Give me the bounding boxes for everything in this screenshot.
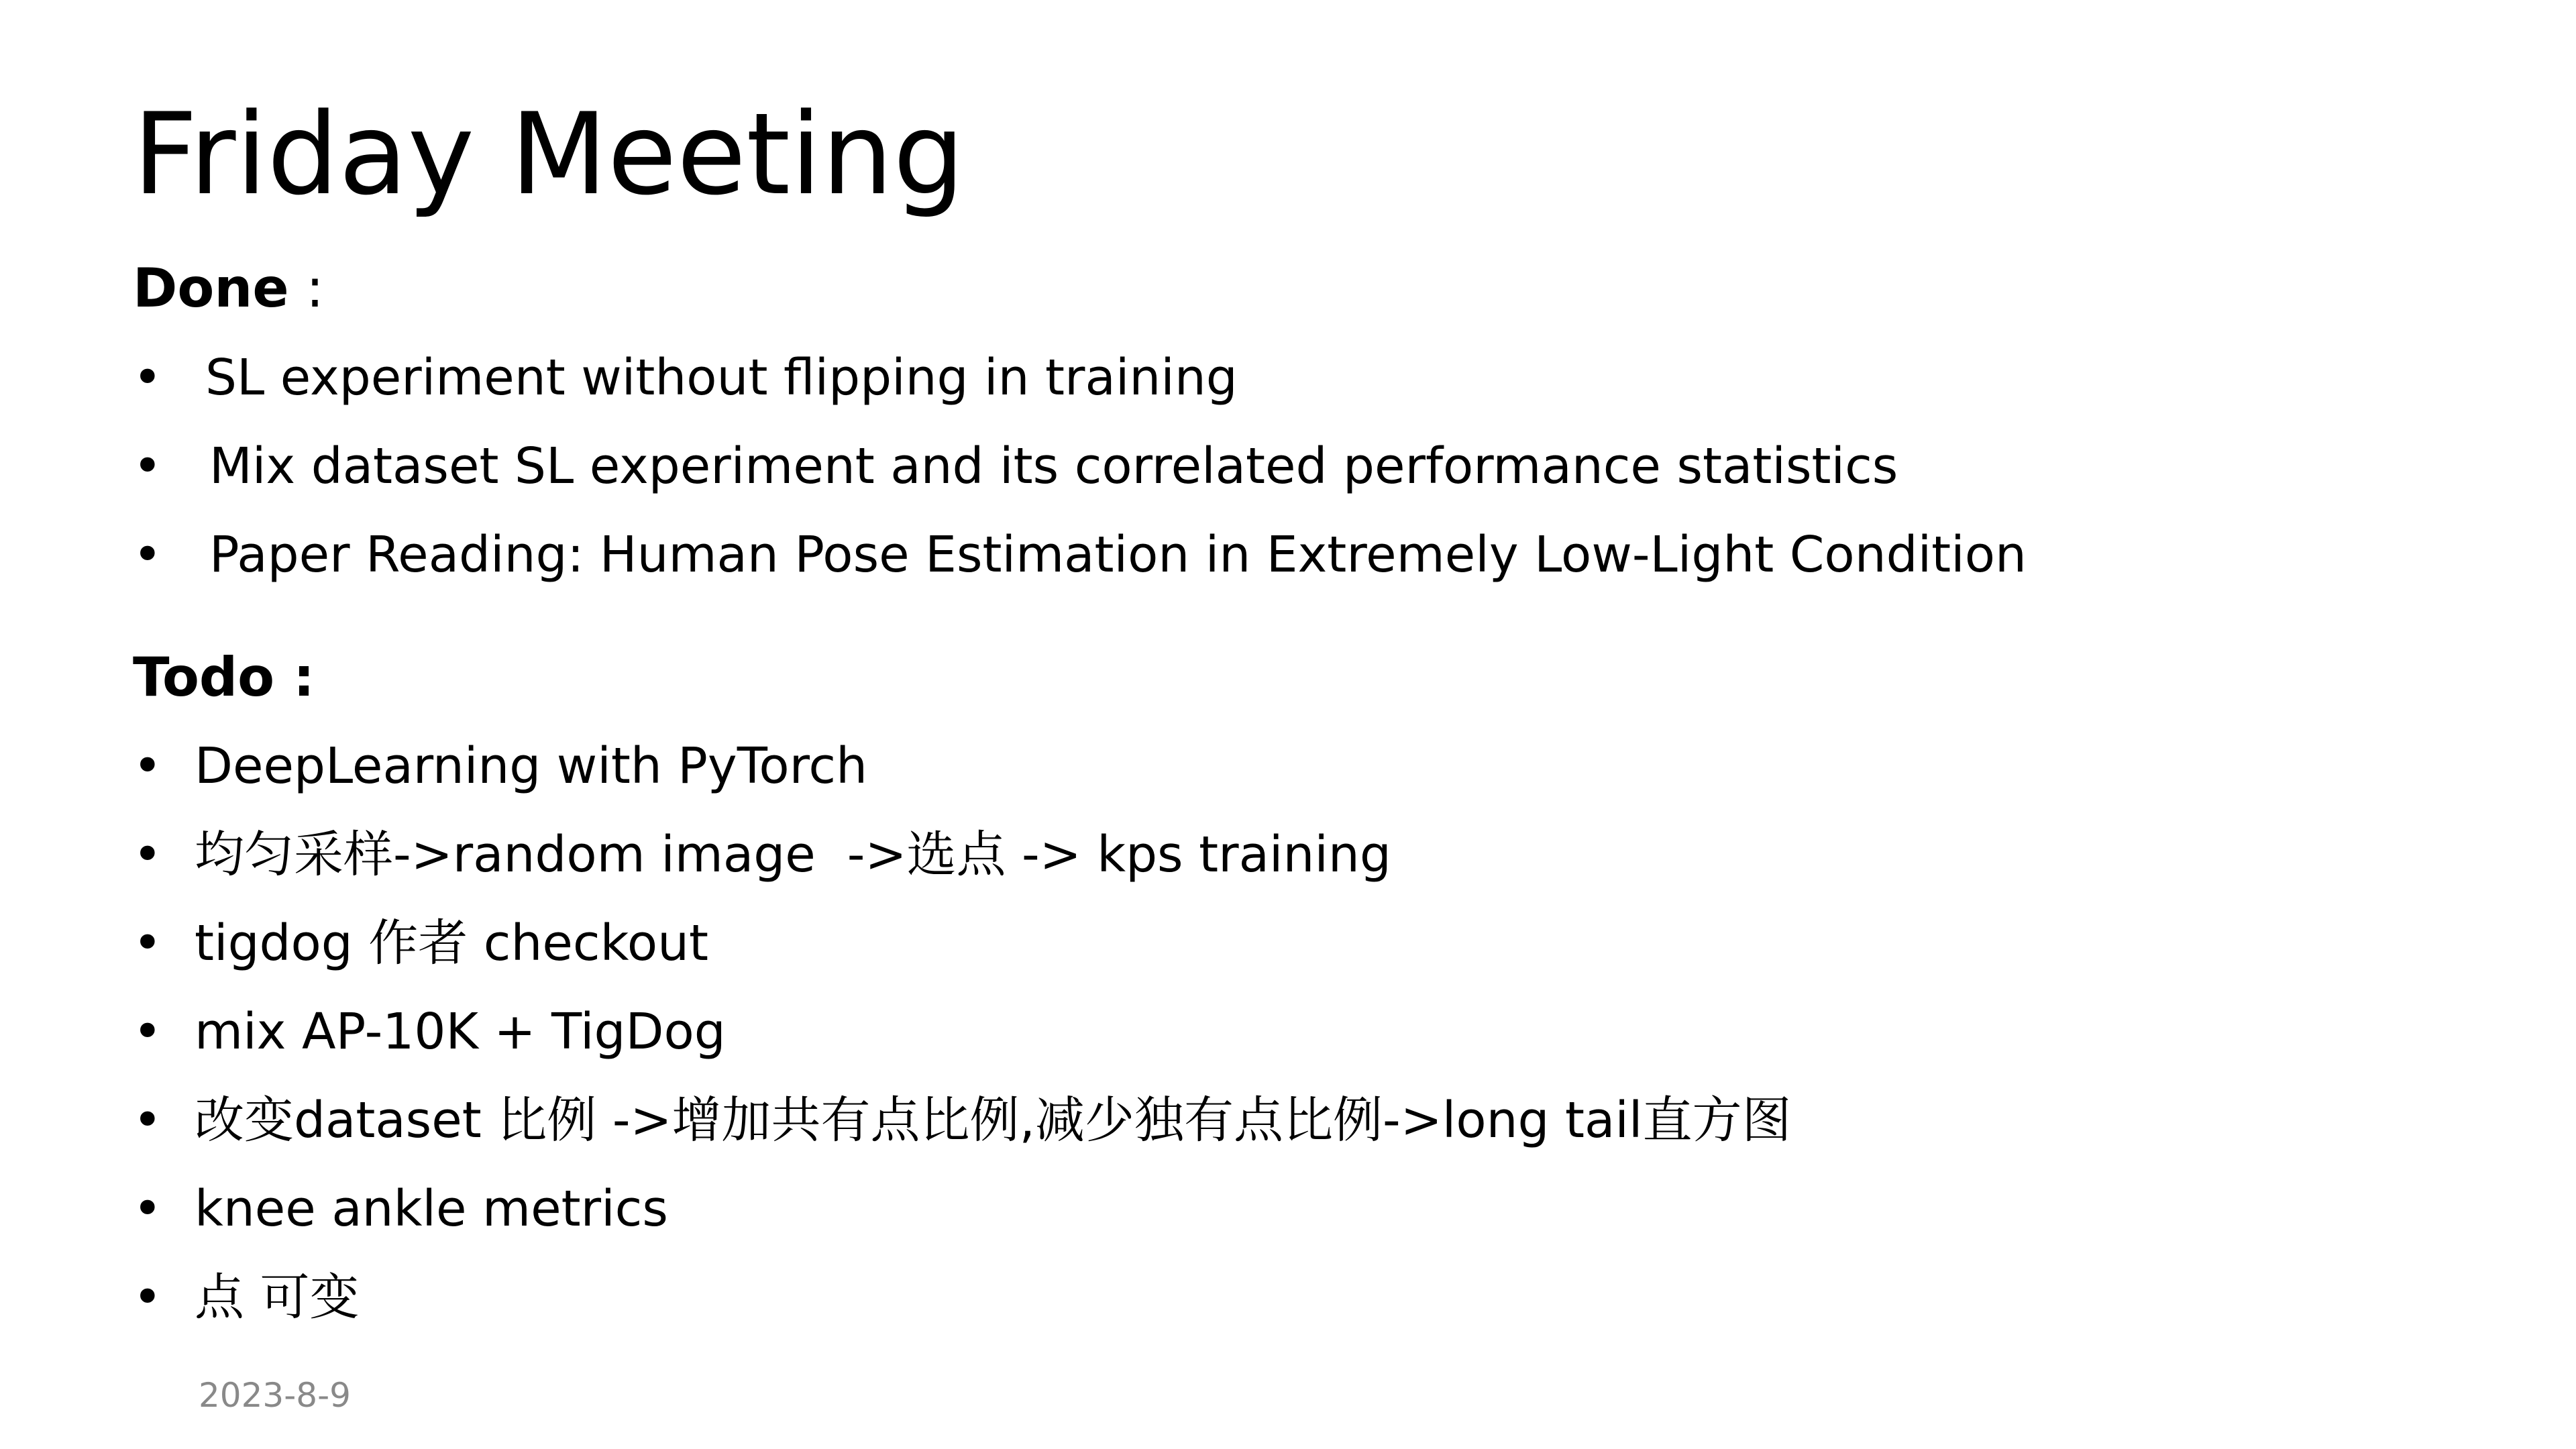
bullet-icon: •: [133, 1269, 162, 1326]
bullet-icon: •: [133, 826, 162, 883]
bullet-icon: •: [133, 526, 162, 584]
done-heading-colon: :: [288, 257, 324, 319]
todo-item-text: DeepLearning with PyTorch: [195, 737, 868, 795]
bullet-icon: •: [133, 1003, 162, 1061]
todo-item-text: 改变dataset 比例 ->增加共有点比例,减少独有点比例->long tail直方图: [195, 1091, 1792, 1149]
bullet-icon: •: [133, 1091, 162, 1149]
todo-item: [133, 998, 726, 1065]
todo-item: [133, 733, 867, 800]
todo-item-text: 均匀采样->random image ->选点 -> kps training: [195, 826, 1391, 883]
done-item-text: SL experiment without flipping in training: [205, 349, 1238, 407]
todo-item: [133, 1264, 360, 1331]
bullet-icon: •: [133, 437, 162, 495]
bullet-icon: •: [133, 914, 162, 972]
done-heading: [133, 255, 324, 322]
todo-heading: [133, 644, 315, 711]
todo-item: [133, 910, 708, 977]
todo-item-text: knee ankle metrics: [195, 1180, 668, 1238]
todo-item: [133, 1087, 1791, 1154]
done-item: [133, 344, 1238, 411]
slide-title: Friday Meeting: [133, 89, 965, 220]
todo-heading-label: Todo :: [133, 646, 315, 708]
todo-item-text: mix AP-10K + TigDog: [195, 1003, 726, 1061]
bullet-icon: •: [133, 1180, 162, 1238]
todo-item: [133, 821, 1391, 888]
bullet-icon: •: [133, 349, 162, 407]
done-item-text: Mix dataset SL experiment and its correlated performance statistics: [209, 437, 1898, 495]
todo-item-text: tigdog 作者 checkout: [195, 914, 709, 972]
todo-item: [133, 1175, 668, 1242]
slide-date: 2023-8-9: [199, 1376, 351, 1415]
done-item: [133, 433, 1898, 500]
todo-item-text: 点 可变: [195, 1269, 360, 1326]
done-heading-label: Done: [133, 257, 289, 319]
done-item: [133, 521, 2027, 588]
bullet-icon: •: [133, 737, 162, 795]
done-item-text: Paper Reading: Human Pose Estimation in Extremely Low-Light Condition: [209, 526, 2027, 584]
